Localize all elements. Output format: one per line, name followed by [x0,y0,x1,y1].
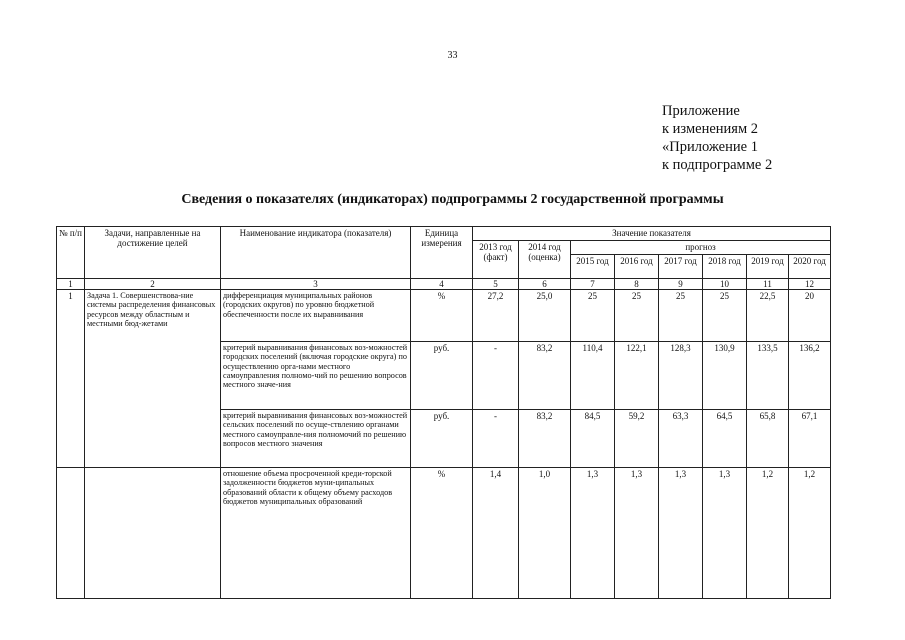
unit-cell: руб. [411,410,473,468]
unit-cell: % [411,468,473,599]
value-2017: 128,3 [659,342,703,410]
appendix-line-3: «Приложение 1 [662,139,758,155]
indicator-name: дифференциация муниципальных районов (городских округов) по уровню бюджетной обеспеченности после их выравнивания [221,290,411,342]
value-2018: 64,5 [703,410,747,468]
column-index: 2 [85,279,221,290]
header-unit: Единица измерения [411,227,473,279]
value-2018: 1,3 [703,468,747,599]
document-title: Сведения о показателях (индикаторах) подпрограммы 2 государственной программы [181,192,724,207]
value-2014: 83,2 [519,410,571,468]
value-2019: 133,5 [747,342,789,410]
indicator-name: отношение объема просроченной креди-торской задолженности бюджетов муни-ципальных образований области к общему объему расходов бюджетов муниципальных образований [221,468,411,599]
value-2015: 84,5 [571,410,615,468]
value-2019: 22,5 [747,290,789,342]
header-2017: 2017 год [659,255,703,279]
header-2013: 2013 год (факт) [473,241,519,279]
column-index: 3 [221,279,411,290]
appendix-line-2: к изменениям 2 [662,121,758,137]
header-forecast: прогноз [571,241,831,255]
value-2013: 27,2 [473,290,519,342]
value-2016: 122,1 [615,342,659,410]
task-description: Задача 1. Совершенствова-ние системы распределения финансовых ресурсов между областным и местными бюд-жетами [85,290,221,468]
indicator-name: критерий выравнивания финансовых воз-можностей городских поселений (включая городские округа) по осуществлению орга-нами местного самоуправления полномо-чий по решению вопросов местного значе-ния [221,342,411,410]
header-2018: 2018 год [703,255,747,279]
value-2013: - [473,410,519,468]
column-index: 8 [615,279,659,290]
column-index: 6 [519,279,571,290]
header-num: № п/п [57,227,85,279]
header-2020: 2020 год [789,255,831,279]
column-index: 1 [57,279,85,290]
column-index: 11 [747,279,789,290]
value-2015: 110,4 [571,342,615,410]
column-index: 5 [473,279,519,290]
value-2019: 65,8 [747,410,789,468]
value-2019: 1,2 [747,468,789,599]
value-2015: 25 [571,290,615,342]
column-index: 7 [571,279,615,290]
header-2016: 2016 год [615,255,659,279]
value-2018: 25 [703,290,747,342]
value-2016: 59,2 [615,410,659,468]
indicators-table [56,226,831,599]
value-2020: 20 [789,290,831,342]
task-number: 1 [57,290,85,468]
value-2014: 1,0 [519,468,571,599]
value-2013: 1,4 [473,468,519,599]
value-2015: 1,3 [571,468,615,599]
column-index: 12 [789,279,831,290]
header-indicator: Наименование индикатора (показателя) [221,227,411,279]
header-2019: 2019 год [747,255,789,279]
appendix-line-4: к подпрограмме 2 [662,157,773,173]
value-2014: 25,0 [519,290,571,342]
page-number: 33 [447,50,458,61]
header-2015: 2015 год [571,255,615,279]
value-2020: 136,2 [789,342,831,410]
value-2014: 83,2 [519,342,571,410]
column-index: 4 [411,279,473,290]
indicator-name: критерий выравнивания финансовых воз-можностей сельских поселений по осуще-ствлению органами местного самоуправле-ния полномочий по решению вопросов местного значения [221,410,411,468]
value-2016: 1,3 [615,468,659,599]
appendix-line-1: Приложение [662,103,740,119]
value-2013: - [473,342,519,410]
column-index: 10 [703,279,747,290]
value-2017: 25 [659,290,703,342]
empty-cell [85,468,221,599]
header-2014: 2014 год (оценка) [519,241,571,279]
value-2018: 130,9 [703,342,747,410]
header-tasks: Задачи, направленные на достижение целей [85,227,221,279]
appendix-block [662,102,772,174]
table-row [57,290,831,342]
empty-cell [57,468,85,599]
unit-cell: руб. [411,342,473,410]
value-2017: 1,3 [659,468,703,599]
value-2016: 25 [615,290,659,342]
value-2020: 67,1 [789,410,831,468]
unit-cell: % [411,290,473,342]
table-row [57,468,831,599]
header-value: Значение показателя [473,227,831,241]
value-2017: 63,3 [659,410,703,468]
column-index-row [57,279,831,290]
value-2020: 1,2 [789,468,831,599]
column-index: 9 [659,279,703,290]
